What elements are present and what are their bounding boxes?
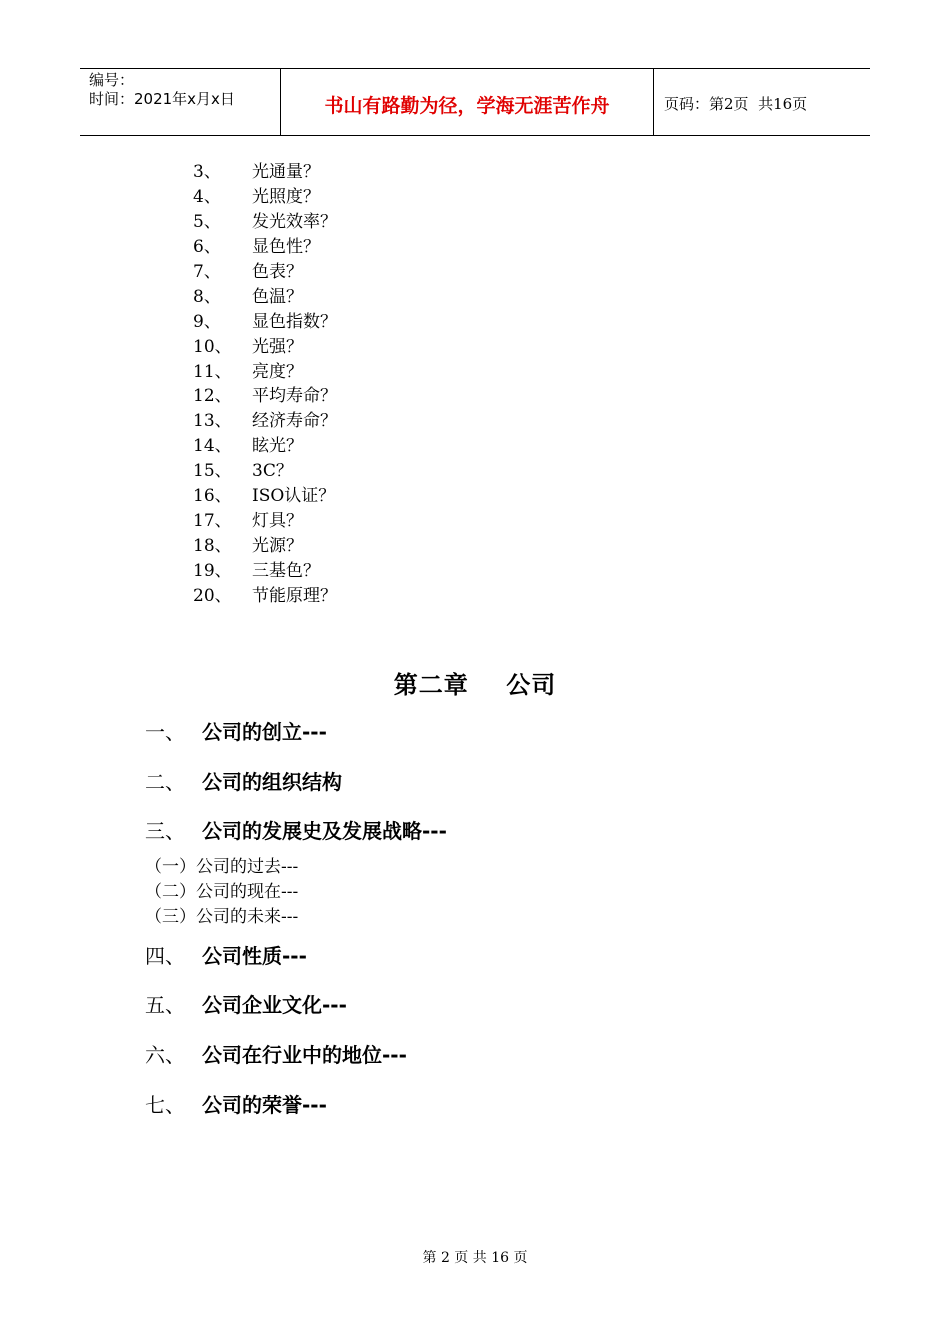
item-text: 发光效率？ [252, 211, 337, 232]
item-number: 3、 [193, 162, 221, 182]
list-item [193, 310, 593, 335]
list-item [193, 210, 593, 235]
section-title: 公司的创立--- [202, 720, 327, 744]
item-number: 9、 [193, 311, 221, 332]
list-item [193, 335, 593, 360]
item-number: 4、 [193, 186, 221, 207]
footer-page-number: 第 2 页 共 16 页 [422, 1250, 528, 1266]
item-text: 节能原理？ [252, 585, 337, 606]
item-text: 显色指数？ [252, 311, 337, 332]
item-text: ISO认证？ [252, 486, 336, 507]
list-item [193, 409, 593, 434]
section-number: 二、 [145, 770, 185, 794]
list-item [193, 160, 593, 185]
list-item [193, 534, 593, 559]
item-number: 5、 [193, 211, 221, 232]
list-item [193, 360, 593, 385]
list-item [193, 459, 593, 484]
item-text: 三基色？ [252, 561, 320, 581]
page-footer [0, 1247, 950, 1267]
section-title: 公司企业文化--- [202, 993, 347, 1017]
page-header [80, 68, 870, 136]
item-text: 色温？ [252, 286, 303, 307]
section-title: 公司的组织结构 [202, 770, 342, 794]
section-number: 四、 [145, 944, 185, 968]
header-motto-cell [281, 69, 654, 135]
item-number: 13、 [193, 411, 232, 432]
item-text: 光源？ [252, 536, 303, 557]
section-number: 七、 [145, 1093, 185, 1117]
item-number: 7、 [193, 261, 221, 282]
item-number: 11、 [193, 361, 232, 382]
section-number: 一、 [145, 720, 185, 744]
chapter-heading [0, 665, 950, 700]
item-number: 12、 [193, 386, 232, 407]
item-number: 20、 [193, 585, 232, 606]
subsection-item: （三）公司的未来--- [145, 907, 299, 927]
item-text: 灯具？ [252, 511, 303, 532]
section-number: 六、 [145, 1043, 185, 1067]
item-number: 8、 [193, 286, 221, 307]
item-text: 色表？ [252, 261, 303, 282]
serial-number-label: 编号： [89, 71, 135, 89]
item-number: 17、 [193, 511, 232, 532]
item-text: 显色性？ [252, 236, 320, 257]
item-number: 18、 [193, 536, 232, 557]
chapter-title: 第二章 公司 [393, 671, 557, 699]
motto-text: 书山有路勤为径，学海无涯苦作舟 [324, 94, 610, 117]
section-title: 公司性质--- [202, 944, 307, 968]
subsection-item: （二）公司的现在--- [145, 882, 299, 902]
header-page-cell [654, 69, 870, 135]
question-list [193, 160, 593, 609]
list-item [193, 384, 593, 409]
list-item [193, 434, 593, 459]
list-item [193, 584, 593, 609]
item-number: 19、 [193, 561, 232, 581]
list-item [193, 185, 593, 210]
list-item [193, 260, 593, 285]
section-title: 公司在行业中的地位--- [202, 1043, 407, 1067]
item-number: 14、 [193, 436, 232, 457]
item-number: 16、 [193, 486, 232, 507]
section-title: 公司的荣誉--- [202, 1093, 327, 1117]
item-number: 10、 [193, 336, 232, 357]
item-text: 光强？ [252, 336, 303, 357]
header-meta-cell [80, 69, 281, 135]
list-item [193, 559, 593, 584]
item-text: 亮度？ [252, 361, 303, 382]
list-item [193, 509, 593, 534]
item-text: 平均寿命？ [252, 386, 337, 407]
item-text: 光通量？ [252, 162, 320, 182]
list-item [193, 484, 593, 509]
list-item [193, 285, 593, 310]
item-number: 6、 [193, 236, 221, 257]
item-number: 15、 [193, 461, 232, 482]
item-text: 光照度？ [252, 186, 320, 207]
section-number: 三、 [145, 819, 185, 843]
list-item [193, 235, 593, 260]
date-label: 时间：2021年x月x日 [89, 90, 235, 108]
item-text: 眩光？ [252, 436, 303, 457]
section-title: 公司的发展史及发展战略--- [202, 819, 447, 843]
item-text: 3C？ [252, 461, 293, 482]
item-text: 经济寿命？ [252, 411, 337, 432]
subsection-item: （一）公司的过去--- [145, 857, 299, 877]
section-number: 五、 [145, 993, 185, 1017]
header-page-number: 页码：第2页 共16页 [664, 94, 808, 113]
